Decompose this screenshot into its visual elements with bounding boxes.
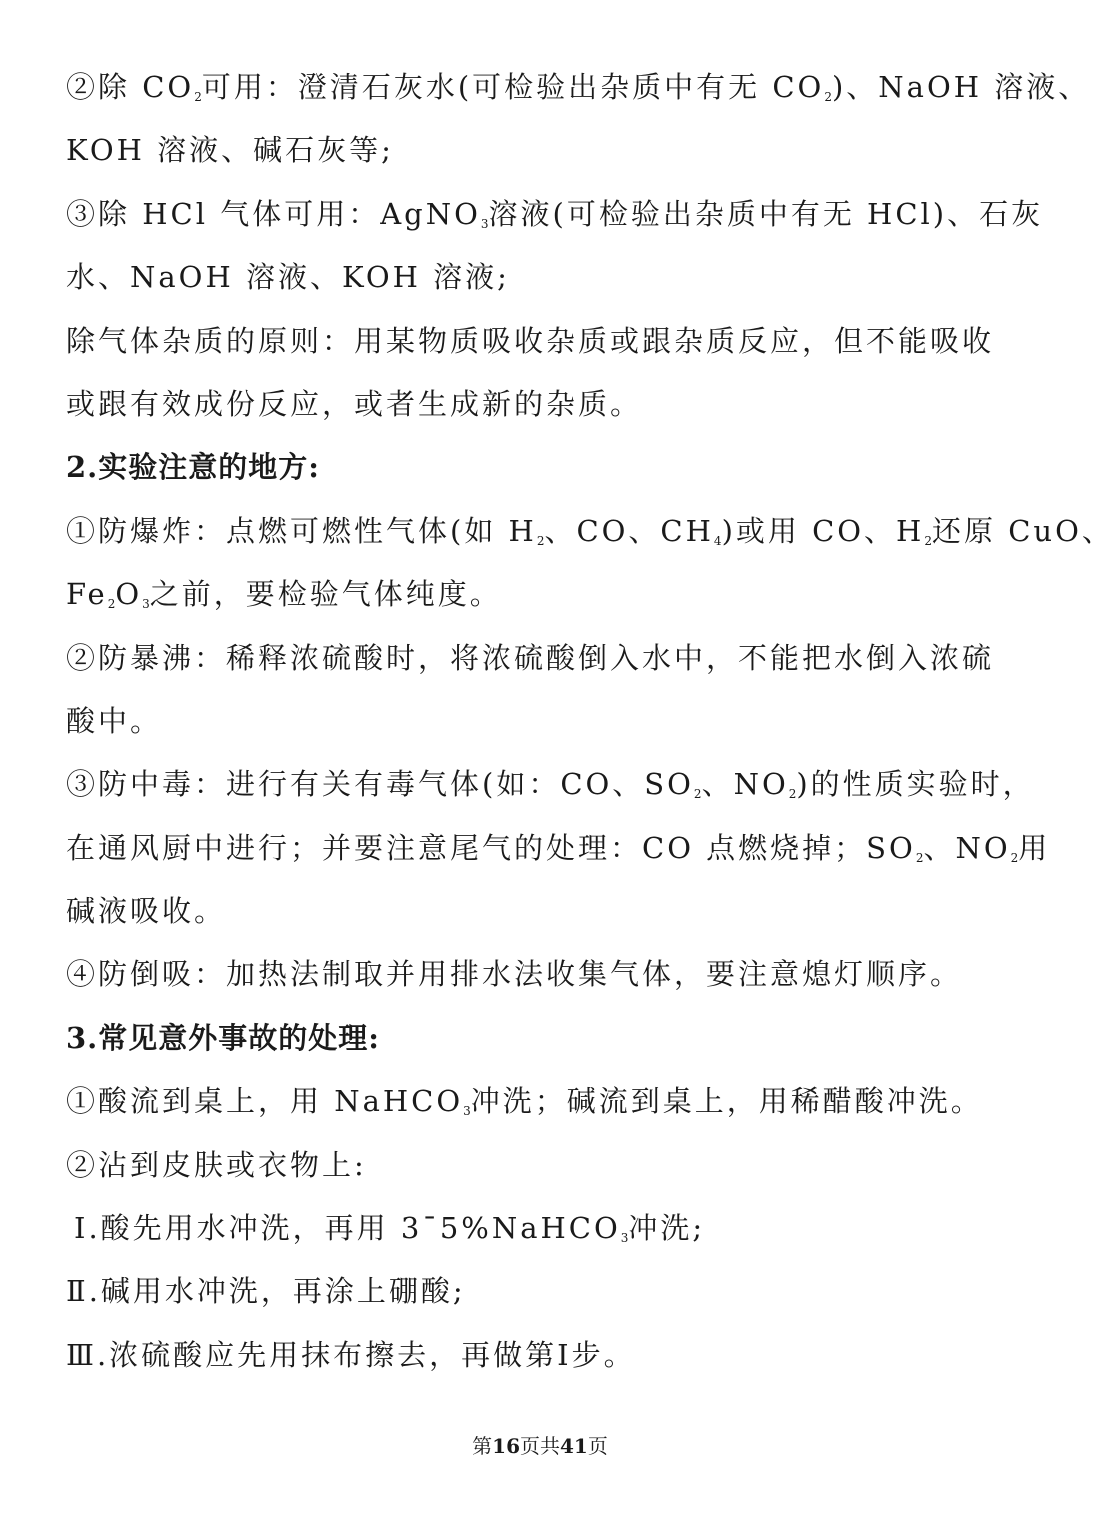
section-heading-2: 2.实验注意的地方:: [66, 450, 320, 485]
footer-current-page: 16: [492, 1434, 520, 1458]
line-explosion-2: $Fe_2O_3$之前，要检验气体纯度。: [66, 577, 502, 612]
line-principle-1: 除气体杂质的原则：用某物质吸收杂质或跟杂质反应，但不能吸收: [66, 323, 995, 358]
line-skin-acid: Ⅰ.酸先用水冲洗，再用 3¯5%NaHCO$_3$冲洗;: [74, 1211, 706, 1246]
line-suckback-1: ④防倒吸：加热法制取并用排水法收集气体，要注意熄灯顺序。: [66, 957, 963, 992]
line-explosion-1: ①防爆炸：点燃可燃性气体(如 $H_2$、CO、$CH_4$)或用 CO、$H_2$还原 CuO、: [66, 513, 1114, 548]
footer-prefix: 第: [472, 1434, 493, 1458]
line-skin-base: Ⅱ.碱用水冲洗，再涂上硼酸;: [66, 1274, 466, 1309]
line-hcl-removal-1: ③除 HCl 气体可用：AgNO$_3$溶液(可检验出杂质中有无 HCl)、石灰: [66, 196, 1044, 231]
line-bumping-2: 酸中。: [66, 703, 163, 738]
footer-total-pages: 41: [560, 1434, 588, 1458]
line-skin-1: ②沾到皮肤或衣物上:: [66, 1147, 367, 1182]
line-spill-1: ①酸流到桌上，用 NaHCO$_3$冲洗；碱流到桌上，用稀醋酸冲洗。: [66, 1084, 983, 1119]
page-content: [66, 56, 1114, 1387]
footer-middle: 页共: [520, 1434, 560, 1458]
line-poison-1: ③防中毒：进行有关有毒气体(如：CO、$SO_2$、$NO_2$)的性质实验时，: [66, 767, 1035, 802]
line-poison-3: 碱液吸收。: [66, 894, 227, 929]
section-heading-3: 3.常见意外事故的处理:: [66, 1020, 380, 1055]
line-hcl-removal-2: 水、NaOH 溶液、KOH 溶液;: [66, 260, 510, 295]
line-poison-2: 在通风厨中进行；并要注意尾气的处理：CO 点燃烧掉；$SO_2$、$NO_2$用: [66, 830, 1051, 865]
line-principle-2: 或跟有效成份反应，或者生成新的杂质。: [66, 386, 643, 421]
line-skin-sulfuric: Ⅲ.浓硫酸应先用抹布擦去，再做第Ⅰ步。: [66, 1337, 636, 1372]
line-bumping-1: ②防暴沸：稀释浓硫酸时，将浓硫酸倒入水中，不能把水倒入浓硫: [66, 640, 995, 675]
footer-suffix: 页: [587, 1434, 608, 1458]
page-footer: [0, 1431, 1080, 1461]
line-co2-removal-2: KOH 溶液、碱石灰等;: [66, 133, 394, 168]
line-co2-removal-1: ②除 $CO_2$可用：澄清石灰水(可检验出杂质中有无 $CO_2$)、NaOH 溶液、: [66, 70, 1091, 104]
